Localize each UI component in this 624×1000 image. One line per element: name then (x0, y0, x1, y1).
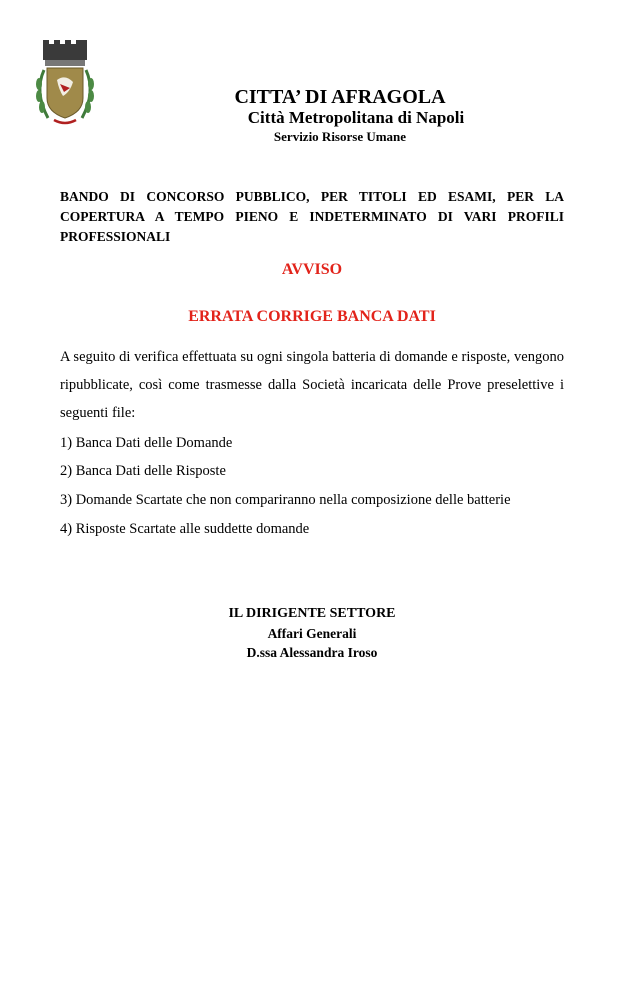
bando-line: BANDO DI CONCORSO PUBBLICO, PER TITOLI ED ESAMI, PER LA (60, 189, 564, 204)
list-item: 1) Banca Dati delle Domande (60, 435, 233, 451)
errata-heading: ERRATA CORRIGE BANCA DATI (188, 308, 436, 325)
signature-title: IL DIRIGENTE SETTORE (228, 606, 396, 621)
city-title: CITTA’ DI AFRAGOLA (234, 86, 446, 108)
coat-of-arms-icon (26, 40, 104, 130)
signature-name: D.ssa Alessandra Iroso (246, 645, 378, 660)
bando-line: PROFESSIONALI (60, 229, 171, 244)
list-item: 3) Domande Scartate che non compariranno nella composizione delle batterie (60, 492, 511, 508)
signature-block (150, 604, 474, 662)
signature-dept: Affari Generali (267, 626, 357, 641)
body-paragraph: A seguito di verifica effettuata su ogni singola batteria di domande e risposte, vengono ripubblicate, così come trasmesse dalla Società incaricata delle Prove preselettive i seguenti file: (60, 349, 564, 421)
page-header (190, 86, 490, 145)
list-item: 2) Banca Dati delle Risposte (60, 463, 226, 479)
service-title: Servizio Risorse Umane (273, 129, 407, 144)
bando-title (60, 187, 564, 247)
bando-line: COPERTURA A TEMPO PIENO E INDETERMINATO DI VARI PROFILI (60, 209, 564, 224)
avviso-heading: AVVISO (281, 261, 343, 278)
metro-title: Città Metropolitana di Napoli (247, 108, 465, 127)
list-item: 4) Risposte Scartate alle suddette domande (60, 521, 310, 537)
